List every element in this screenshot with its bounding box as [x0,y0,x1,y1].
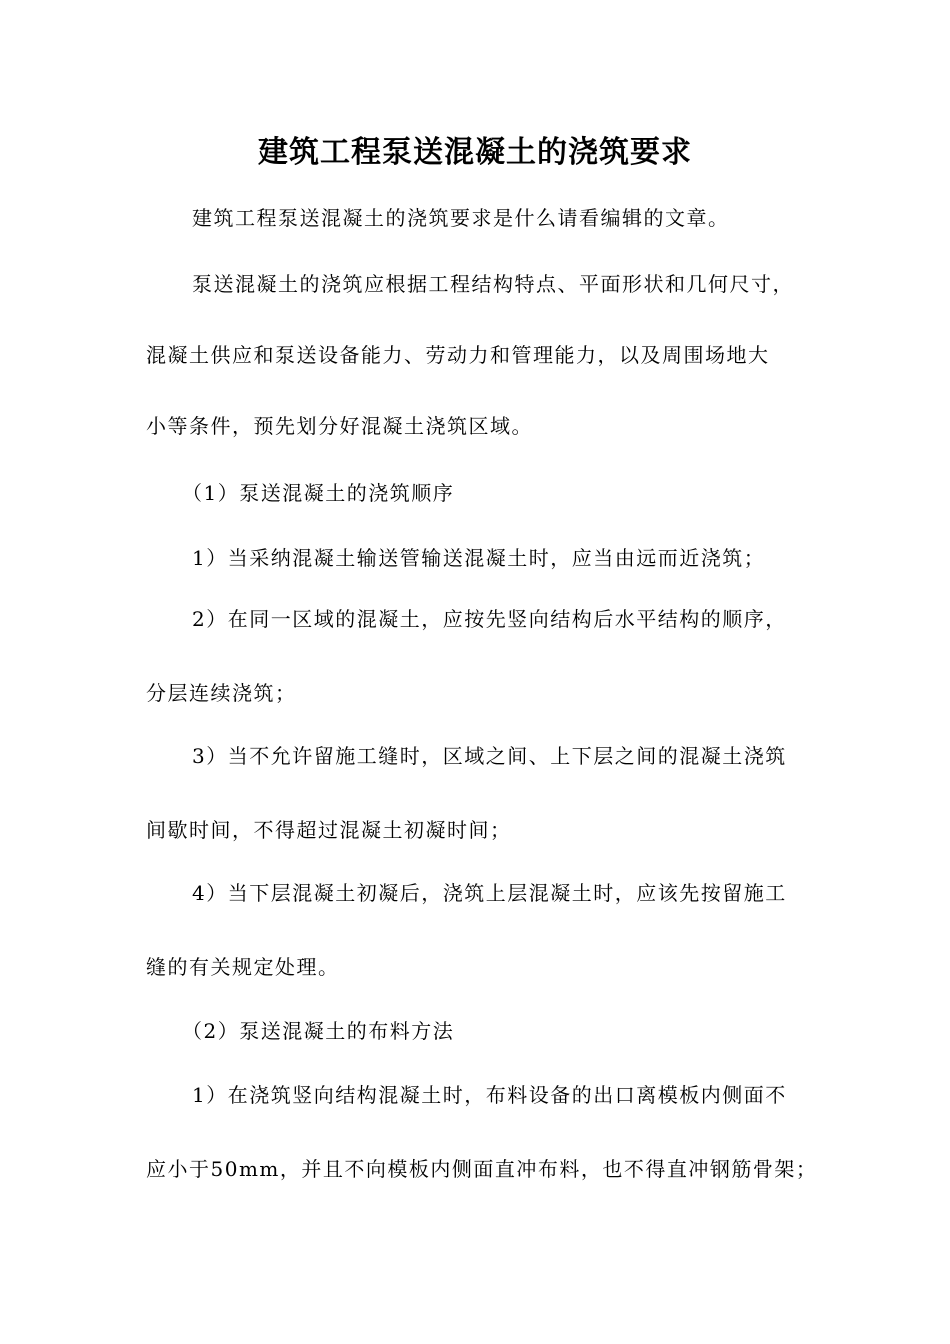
document-title: 建筑工程泵送混凝土的浇筑要求 [258,135,692,170]
paragraph-line: 分层连续浇筑； [146,681,297,705]
paragraph-line: 2）在同一区域的混凝土，应按先竖向结构后水平结构的顺序， [192,607,787,631]
paragraph-line: 4）当下层混凝土初凝后，浇筑上层混凝土时，应该先按留施工 [192,881,787,905]
paragraph-line: 泵送混凝土的浇筑应根据工程结构特点、平面形状和几何尺寸， [192,272,794,296]
paragraph-line: 1）在浇筑竖向结构混凝土时，布料设备的出口离模板内侧面不 [192,1083,787,1107]
section-heading-1: （1）泵送混凝土的浇筑顺序 [182,481,455,505]
paragraph-line: 间歇时间，不得超过混凝土初凝时间； [146,818,512,842]
paragraph-line: 3）当不允许留施工缝时，区域之间、上下层之间的混凝土浇筑 [192,744,787,768]
paragraph-line: 应小于50mm，并且不向模板内侧面直冲布料，也不得直冲钢筋骨架； [146,1157,818,1181]
paragraph-line: 1）当采纳混凝土输送管输送混凝土时，应当由远而近浇筑； [192,546,766,570]
paragraph-line: 混凝土供应和泵送设备能力、劳动力和管理能力，以及周围场地大 [146,343,770,367]
paragraph-line: 缝的有关规定处理。 [146,955,340,979]
section-heading-2: （2）泵送混凝土的布料方法 [182,1019,455,1043]
paragraph-line-intro: 建筑工程泵送混凝土的浇筑要求是什么请看编辑的文章。 [192,206,730,230]
paragraph-line: 小等条件，预先划分好混凝土浇筑区域。 [146,414,533,438]
